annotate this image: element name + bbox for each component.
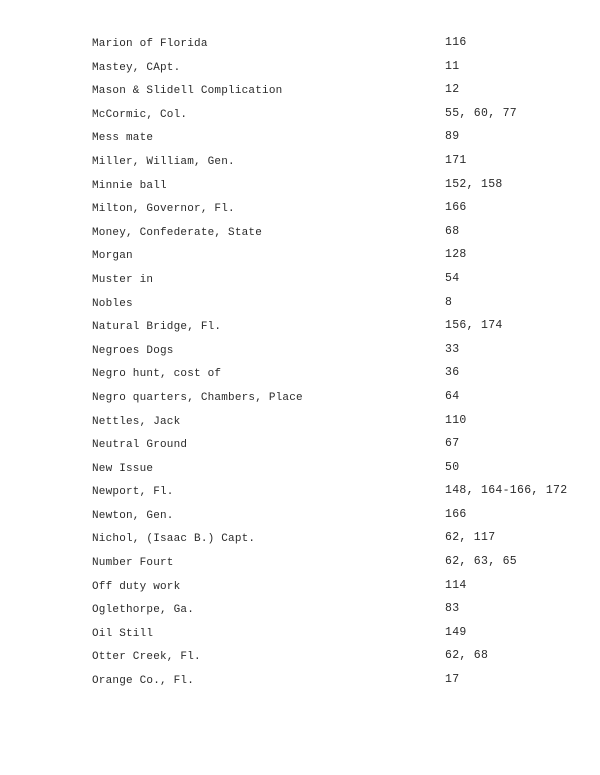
index-entry (0, 321, 600, 345)
index-pages: 17 (445, 673, 460, 687)
index-entry (0, 132, 600, 156)
index-entry (0, 177, 600, 204)
index-term: McCormic, Col. (92, 108, 188, 121)
index-pages: 152, 158 (445, 177, 503, 191)
index-pages: 54 (445, 271, 460, 285)
index-pages: 55, 60, 77 (445, 106, 518, 120)
index-pages: 62, 68 (445, 649, 489, 663)
index-pages: 62, 117 (445, 531, 496, 545)
index-term: Morgan (92, 250, 133, 263)
index-pages: 149 (445, 625, 467, 639)
index-entry (0, 271, 600, 298)
index-pages: 114 (445, 578, 467, 592)
index-entry (0, 295, 600, 322)
index-entry (0, 625, 600, 652)
index-entry (0, 224, 600, 251)
index-term: New Issue (92, 462, 154, 475)
index-pages: 50 (445, 460, 460, 474)
index-term: Mastey, CApt. (92, 61, 181, 74)
index-term: Nobles (92, 297, 133, 310)
index-entry (0, 651, 600, 675)
index-term: Miller, William, Gen. (92, 155, 235, 168)
index-entry (0, 439, 600, 463)
index-term: Milton, Governor, Fl. (92, 203, 235, 216)
index-term: Oil Still (92, 627, 154, 640)
index-pages: 116 (445, 36, 467, 49)
index-term: Newport, Fl. (92, 486, 174, 499)
index-entry (0, 460, 600, 487)
index-entry (0, 59, 600, 86)
index-entry (0, 389, 600, 416)
index-pages: 12 (445, 83, 460, 97)
index-entry (0, 486, 600, 510)
index-entry (0, 85, 600, 109)
index-pages: 171 (445, 153, 467, 167)
index-term: Negro hunt, cost of (92, 368, 222, 381)
index-term: Marion of Florida (92, 38, 208, 50)
index-entry (0, 507, 600, 534)
index-term: Money, Confederate, State (92, 226, 263, 239)
index-entry (0, 368, 600, 392)
index-term: Oglethorpe, Ga. (92, 604, 195, 617)
index-pages: 83 (445, 602, 460, 616)
index-list (0, 38, 600, 699)
index-entry (0, 153, 600, 180)
index-pages: 148, 164-166, 172 (445, 484, 568, 498)
index-pages: 11 (445, 59, 460, 73)
index-pages: 33 (445, 342, 460, 356)
index-term: Muster in (92, 273, 154, 286)
index-pages: 67 (445, 437, 460, 451)
index-term: Number Fourt (92, 557, 174, 570)
index-entry (0, 533, 600, 557)
index-entry (0, 675, 600, 699)
index-term: Orange Co., Fl. (92, 675, 195, 688)
index-entry (0, 413, 600, 440)
index-pages: 68 (445, 224, 460, 238)
index-term: Nettles, Jack (92, 415, 181, 428)
index-term: Minnie ball (92, 179, 167, 192)
index-pages: 89 (445, 130, 460, 144)
index-entry (0, 106, 600, 133)
index-term: Neutral Ground (92, 439, 188, 452)
index-entry (0, 203, 600, 227)
index-term: Otter Creek, Fl. (92, 651, 201, 664)
index-pages: 128 (445, 248, 467, 262)
index-pages: 36 (445, 366, 460, 380)
index-term: Natural Bridge, Fl. (92, 321, 222, 334)
index-entry (0, 557, 600, 581)
index-term: Nichol, (Isaac B.) Capt. (92, 533, 256, 546)
index-entry (0, 250, 600, 274)
index-pages: 166 (445, 507, 467, 521)
index-pages: 110 (445, 413, 467, 427)
index-term: Newton, Gen. (92, 509, 174, 522)
index-pages: 64 (445, 389, 460, 403)
index-entry (0, 342, 600, 369)
index-pages: 62, 63, 65 (445, 555, 518, 569)
index-term: Negro quarters, Chambers, Place (92, 391, 303, 404)
index-term: Negroes Dogs (92, 344, 174, 357)
index-term: Off duty work (92, 580, 181, 593)
index-pages: 156, 174 (445, 319, 503, 333)
index-term: Mess mate (92, 132, 154, 145)
index-entry (0, 38, 600, 62)
index-term: Mason & Slidell Complication (92, 85, 283, 98)
index-entry (0, 604, 600, 628)
index-pages: 166 (445, 201, 467, 215)
index-entry (0, 578, 600, 605)
index-pages: 8 (445, 295, 453, 309)
